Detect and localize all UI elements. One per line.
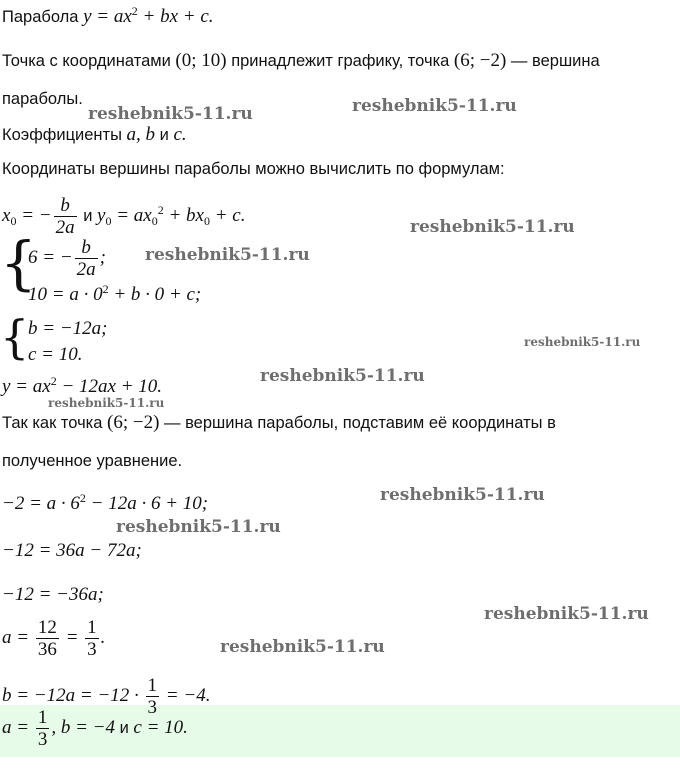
- vertex-formulas: $x_0$ = − $\frac{b}{2a}$ и $y_0 = ax_0^2 + bx_0 + c$.: [2, 195, 246, 238]
- points-statement: Точка с координатами (0; 10) принадлежит графику, точка (6; −2) — вершина: [2, 50, 600, 71]
- system1-eq1: 6 = − $\frac{b}{2a}$ ;: [28, 237, 106, 280]
- watermark: reshebnik5-11.ru: [88, 104, 253, 124]
- system1-brace: {: [0, 229, 37, 297]
- watermark: reshebnik5-11.ru: [410, 217, 575, 237]
- system2-eq2: c = 10.: [28, 344, 83, 365]
- simplify-eq1: −12 = 36a − 72a;: [2, 540, 142, 561]
- system2-brace: {: [0, 310, 30, 364]
- system2-eq1: b = −12a;: [28, 318, 108, 339]
- system1-eq2: $10 = a \cdot 0^2 + b \cdot 0 + c$;: [28, 282, 202, 305]
- simplify-eq2: −12 = −36a;: [2, 584, 104, 605]
- a-value-eq: a = $\frac{12}{36}$ = $\frac{1}{3}$ .: [2, 617, 106, 660]
- vertex-formula-intro: Координаты вершины параболы можно вычислить по формулам:: [2, 160, 505, 178]
- coefficients-statement: Коэффициенты a, b и c.: [2, 124, 187, 145]
- parabola-statement: Парабола $y = ax^2$ + bx + c.: [2, 4, 214, 27]
- substitution-eq: $-2 = a \cdot 6^2 - 12a \cdot 6 + 10$;: [2, 491, 209, 514]
- parabola-word: параболы.: [2, 90, 83, 108]
- parabola-equation: $y = ax^2 - 12ax + 10$.: [2, 374, 163, 397]
- watermark: reshebnik5-11.ru: [116, 517, 281, 537]
- watermark: reshebnik5-11.ru: [380, 485, 545, 505]
- obtained-equation-text: полученное уравнение.: [2, 452, 183, 470]
- b-value-eq: b = −12a = −12 · $\frac{1}{3}$ = −4.: [2, 675, 211, 718]
- since-point-statement: Так как точка (6; −2) — вершина параболы, подставим её координаты в: [2, 412, 556, 433]
- watermark: reshebnik5-11.ru: [220, 637, 385, 657]
- watermark: reshebnik5-11.ru: [524, 335, 641, 349]
- watermark: reshebnik5-11.ru: [352, 96, 517, 116]
- final-answer: a = $\frac{1}{3}$ , b = −4 и c = 10.: [2, 707, 188, 750]
- watermark: reshebnik5-11.ru: [145, 245, 310, 265]
- watermark: reshebnik5-11.ru: [48, 396, 165, 410]
- watermark: reshebnik5-11.ru: [484, 604, 649, 624]
- watermark: reshebnik5-11.ru: [260, 366, 425, 386]
